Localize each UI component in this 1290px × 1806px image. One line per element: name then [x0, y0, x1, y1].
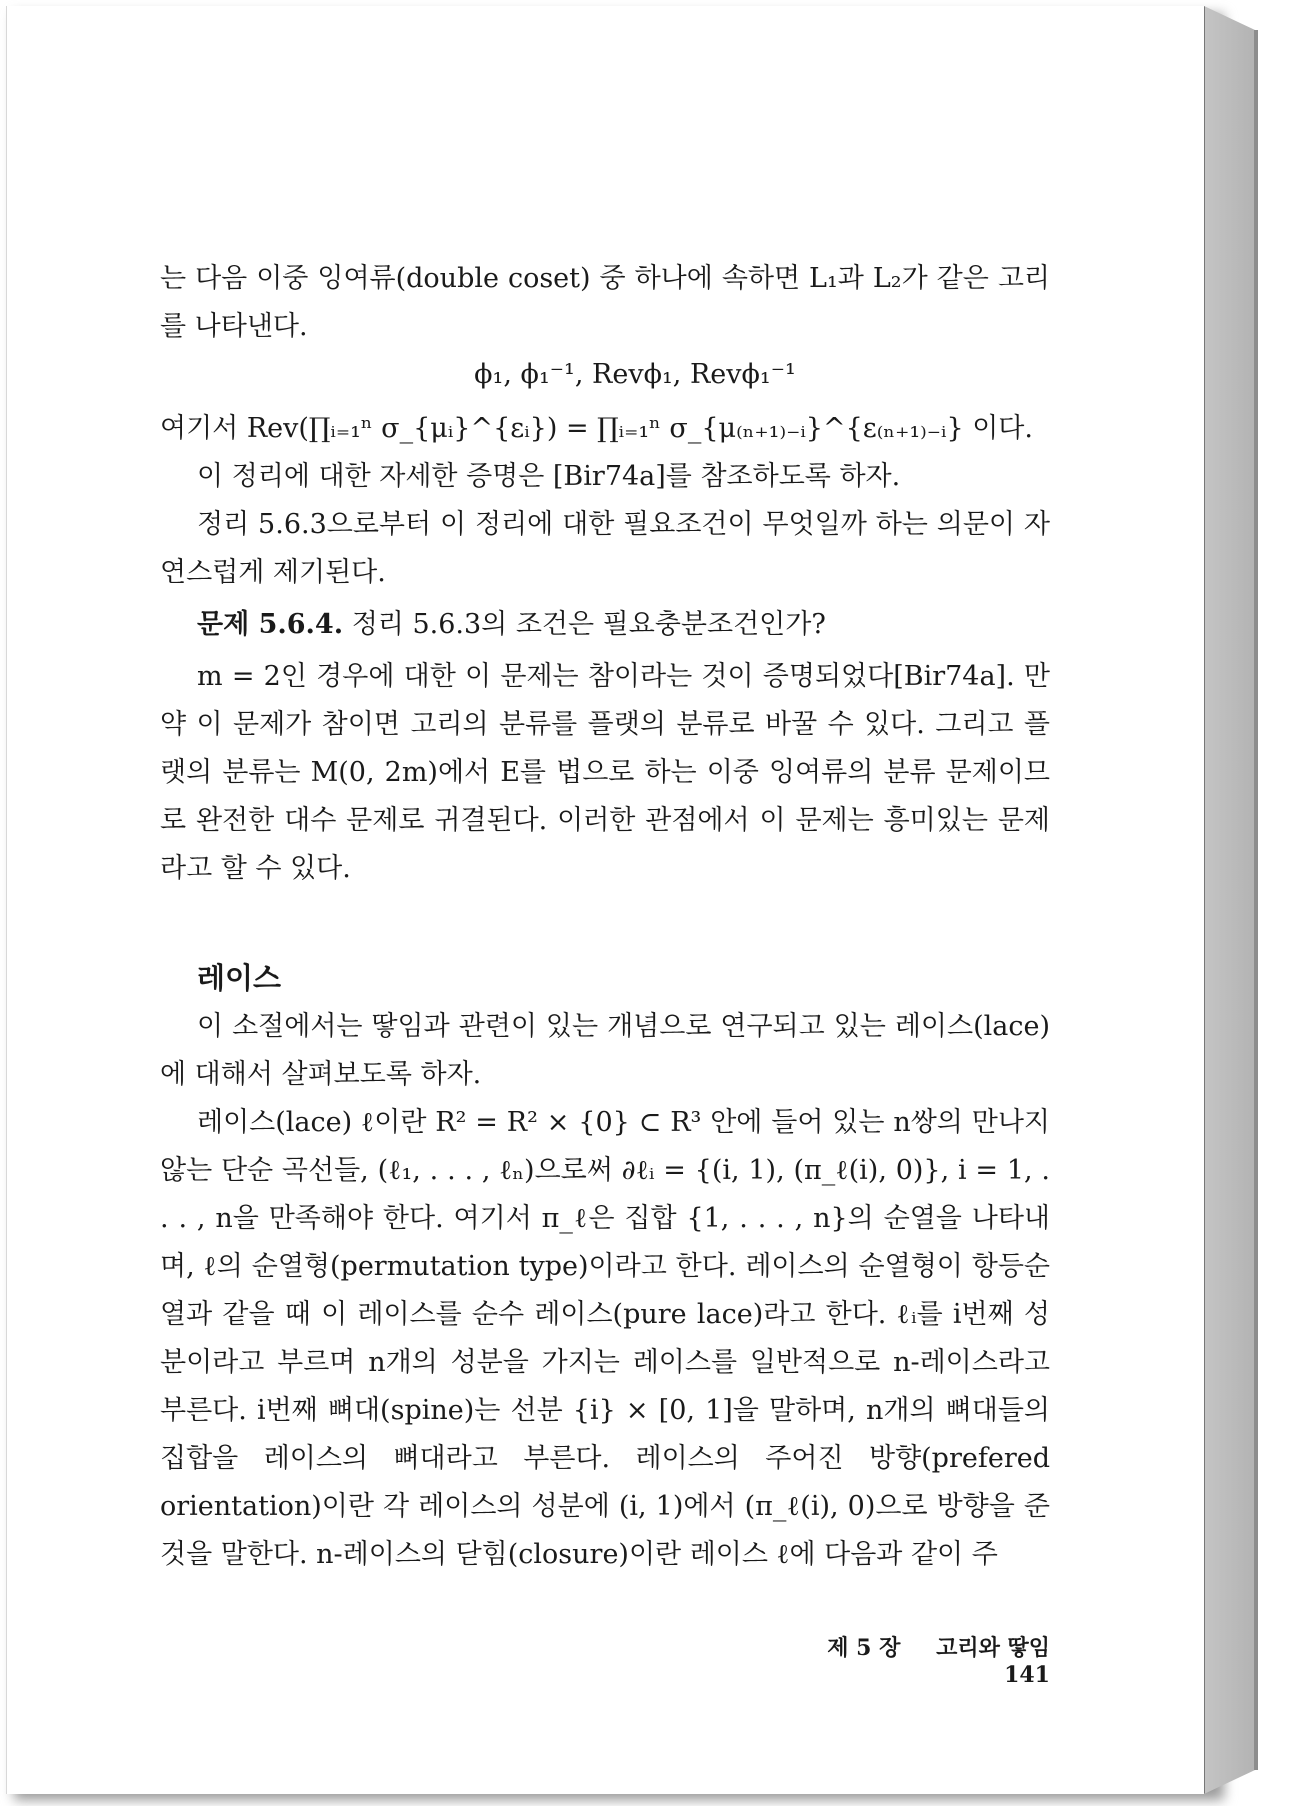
paragraph-rev-definition: 여기서 Rev(∏ᵢ₌₁ⁿ σ_{μᵢ}^{εᵢ}) = ∏ᵢ₌₁ⁿ σ_{μ₍ₙ₊₁₎₋ᵢ}^{ε₍ₙ₊₁₎₋ᵢ} 이다. — [160, 413, 1033, 444]
formula-cosets: ϕ₁, ϕ₁⁻¹, Revϕ₁, Revϕ₁⁻¹ — [474, 359, 796, 390]
paragraph-double-coset: 는 다음 이중 잉여류(double coset) 중 하나에 속하면 L₁과 L₂가 같은 고리를 나타낸다. — [160, 263, 1050, 342]
section-title: 레이스 — [197, 961, 282, 995]
paragraph-question: 정리 5.6.3으로부터 이 정리에 대한 필요조건이 무엇일까 하는 의문이 자연스럽게 제기된다. — [160, 509, 1050, 588]
problem-statement — [160, 601, 1050, 649]
paragraph-proof-reference: 이 정리에 대한 자세한 증명은 [Bir74a]를 참조하도록 하자. — [197, 461, 901, 492]
page-number: 141 — [1004, 1662, 1050, 1688]
page-footer — [740, 1631, 1050, 1688]
page-content — [160, 255, 1050, 1579]
paragraph-lace-intro: 이 소절에서는 땋임과 관련이 있는 개념으로 연구되고 있는 레이스(lace)에 대해서 살펴보도록 하자. — [160, 1011, 1050, 1090]
paragraph-problem-discussion: m = 2인 경우에 대한 이 문제는 참이라는 것이 증명되었다[Bir74a]. 만약 이 문제가 참이면 고리의 분류를 플랫의 분류로 바꿀 수 있다. 그리고 플랫의 분류는 M(0, 2m)에서 E를 법으로 하는 이중 잉여류의 분류 문제이므로 완전한 대수 문제로 귀결된다. 이러한 관점에서 이 문제는 흥미있는 문제라고 할 수 있다. — [160, 661, 1050, 884]
book-thickness — [1204, 6, 1255, 1794]
footer-chapter: 제 5 장 — [827, 1635, 901, 1661]
problem-label: 문제 5.6.4. — [197, 609, 344, 640]
problem-text: 정리 5.6.3의 조건은 필요충분조건인가? — [351, 609, 826, 640]
book-edge — [1254, 30, 1258, 1770]
paragraph-lace-definition: 레이스(lace) ℓ이란 R² = R² × {0} ⊂ R³ 안에 들어 있는 n쌍의 만나지 않는 단순 곡선들, (ℓ₁, . . . , ℓₙ)으로써 ∂ℓᵢ = {(i, 1), (π_ℓ(i), 0)}, i = 1, . . . , n을 만족해야 한다. 여기서 π_ℓ은 집합 {1, . . . , n}의 순열을 나타내며, ℓ의 순열형(permutation type)이라고 한다. 레이스의 순열형이 항등순열과 같을 때 이 레이스를 순수 레이스(pure lace)라고 한다. ℓᵢ를 i번째 성분이라고 부르며 n개의 성분을 가지는 레이스를 일반적으로 n-레이스라고 부른다. i번째 뼈대(spine)는 선분 {i} × [0, 1]을 말하며, n개의 뼈대들의 집합을 레이스의 뼈대라고 부른다. 레이스의 주어진 방향(prefered orientation)이란 각 레이스의 성분에 (i, 1)에서 (π_ℓ(i), 0)으로 방향을 준 것을 말한다. n-레이스의 닫힘(closure)이란 레이스 ℓ에 다음과 같이 주 — [160, 1107, 1050, 1570]
footer-chapter-title: 고리와 땋임 — [936, 1635, 1050, 1661]
